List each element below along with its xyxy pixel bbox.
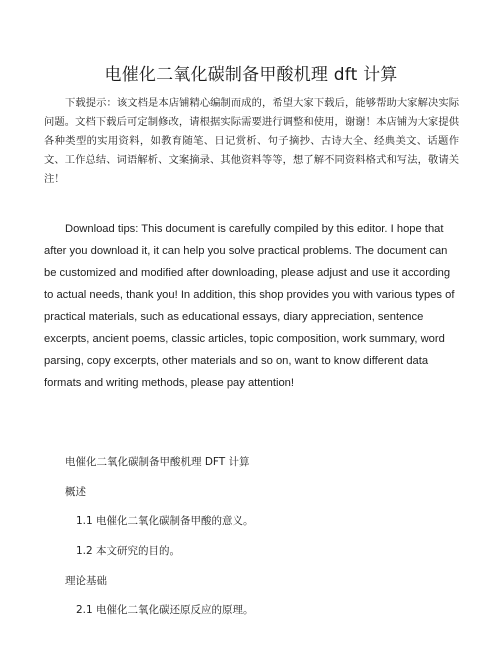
outline-heading-overview: 概述 bbox=[65, 486, 86, 498]
document-title: 电催化二氧化碳制备甲酸机理 dft 计算 bbox=[104, 65, 398, 85]
outline-heading-main: 电催化二氧化碳制备甲酸机理 DFT 计算 bbox=[65, 456, 250, 468]
outline-item-1-1: 1.1 电催化二氧化碳制备甲酸的意义。 bbox=[76, 515, 254, 527]
outline-item-2-1: 2.1 电催化二氧化碳还原反应的原理。 bbox=[76, 604, 254, 616]
download-notice-chinese: 下载提示：该文档是本店铺精心编制而成的，希望大家下载后，能够帮助大家解决实际问题。文档下载后可定制修改，请根据实际需要进行调整和使用，谢谢！本店铺为大家提供各种类型的实用资料，如教育随笔、日记赏析、句子摘抄、古诗大全、经典美文、话题作文、工作总结、词语解析、文案摘录、其他资料等等，想了解不同资料格式和写法，敬请关注！ bbox=[44, 97, 459, 185]
outline-heading-theory: 理论基础 bbox=[65, 575, 107, 587]
download-notice-english: Download tips: This document is carefully compiled by this editor. I hope that after you download it, it can help you solve practical problems. The document can be customized and modified after downloading, please adjust and use it according to actual needs, thank you! In addition, this shop provides you with various types of practical materials, such as educational essays, diary appreciation, sentence excerpts, ancient poems, classic articles, topic composition, work summary, word parsing, copy excerpts, other materials and so on, want to know different data formats and writing methods, please pay attention! bbox=[44, 223, 455, 389]
outline-item-1-2: 1.2 本文研究的目的。 bbox=[76, 545, 181, 557]
